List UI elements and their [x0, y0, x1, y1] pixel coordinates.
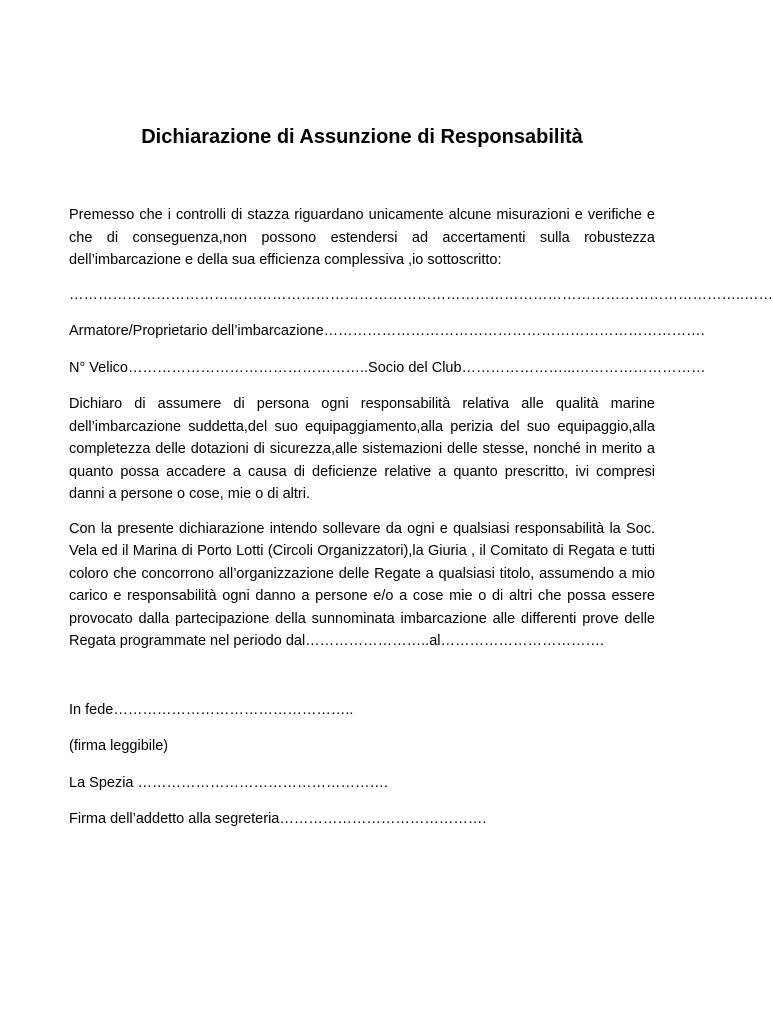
owner-fill-line: Armatore/Proprietario dell’imbarcazione…………………………………………………………………….: [69, 323, 705, 339]
sail-number-fill-line: N° Velico…………………………………………..Socio del Club…………………...………………………: [69, 359, 706, 376]
declaration-paragraph: Dichiaro di assumere di persona ogni responsabilità relativa alle qualità marine dell’imbarcazione suddetta,del suo equipaggiamento,alla perizia del suo equipaggio,alla completezza delle dotazioni di sicurezza,alle sistemazioni delle stesse, nonché in merito a quanto possa accadere a causa di deficienze relative a quanto prescritto, ivi compresi danni a persone o cose, mie o di altri.: [69, 396, 655, 502]
name-fill-line: …………………………………………………………………………………………………………………………..……: [69, 286, 773, 303]
release-paragraph: Con la presente dichiarazione intendo sollevare da ogni e qualsiasi responsabilità la Soc. Vela ed il Marina di Porto Lotti (Circoli Organizzatori),la Giuria , il Comitato di Regata e tutti coloro che concorrono all’organizzazione delle Regate a qualsiasi titolo, assumendo a mio carico e responsabilità ogni danno a persone e/o a cose mie o di altri che possa essere provocato dalla partecipazione della sunnominata imbarcazione alle differenti prove delle Regata programmate nel periodo dal……………………..al…………………………….: [69, 520, 655, 649]
premise-paragraph: Premesso che i controlli di stazza riguardano unicamente alcune misurazioni e verifiche e che di conseguenza,non possono estendersi ad accertamenti sulla robustezza dell’imbarcazione e della sua efficienza complessiva ,io sottoscritto:: [69, 207, 655, 268]
document-title: Dichiarazione di Assunzione di Responsabilità: [141, 126, 583, 148]
spacer: [69, 665, 655, 699]
document-body: [69, 204, 773, 845]
place-line: La Spezia …………………………………………….: [69, 774, 389, 791]
signature-note: (firma leggibile): [69, 738, 169, 754]
in-fede-line: In fede…………………………………………..: [69, 701, 354, 718]
secretary-signature-line: Firma dell’addetto alla segreteria…………………………………….: [69, 811, 487, 827]
